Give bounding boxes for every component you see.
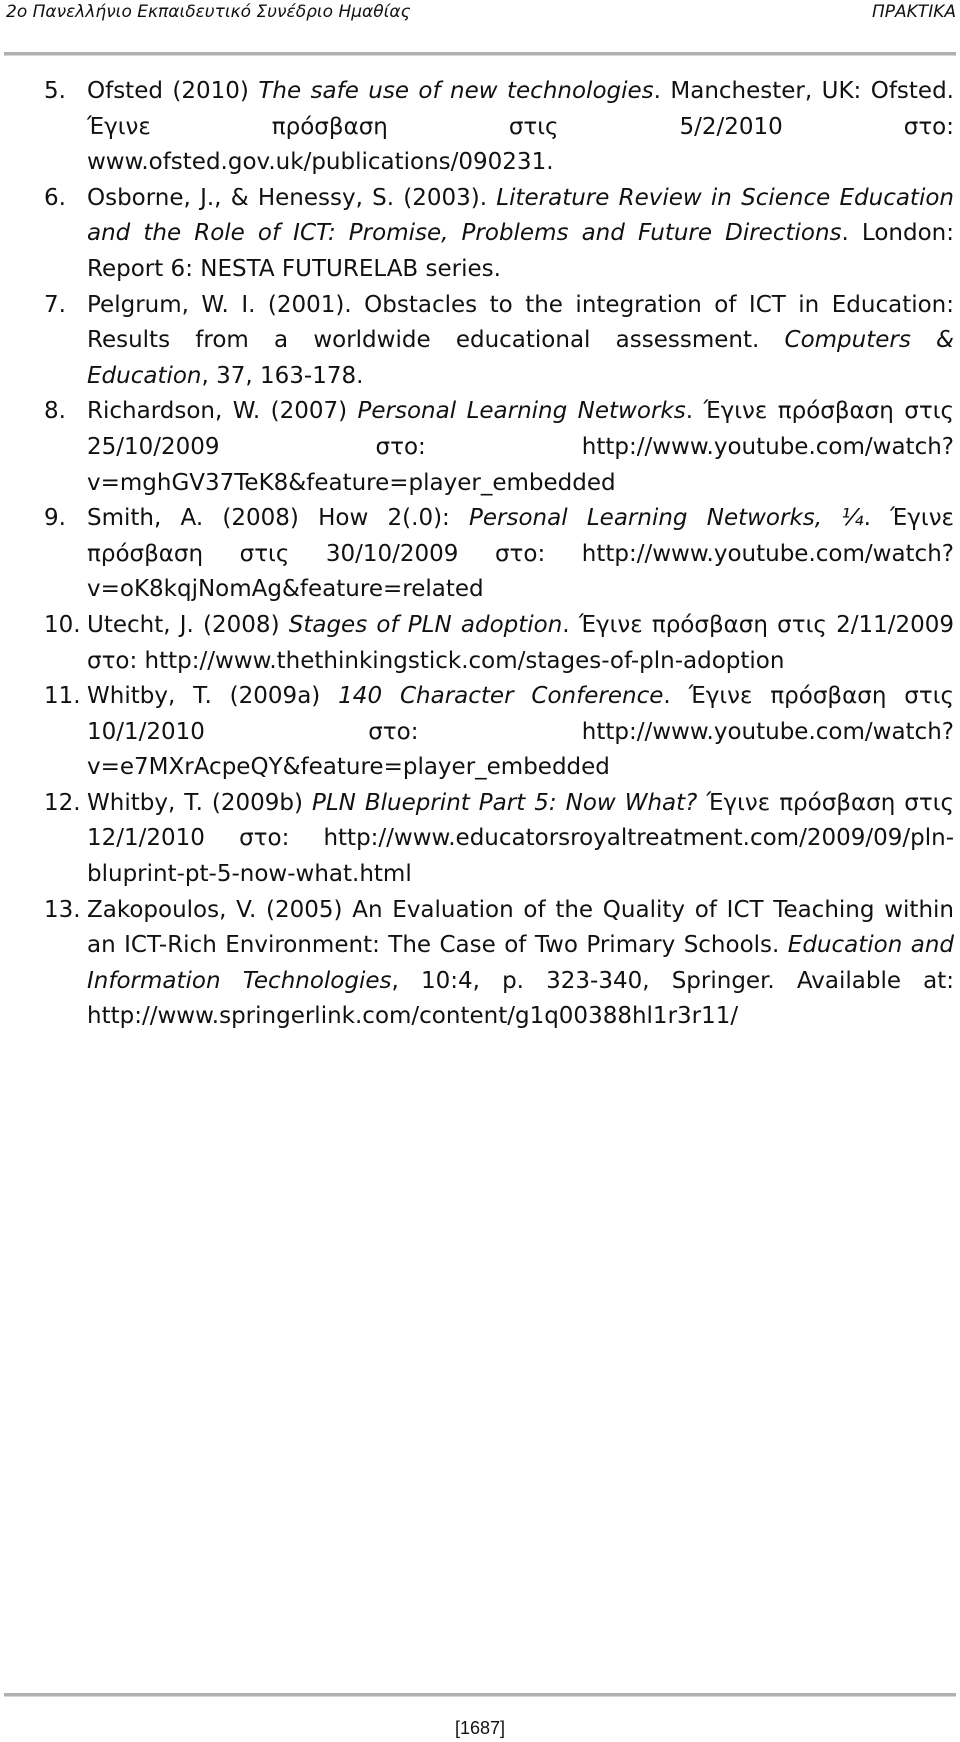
reference-text [87,185,954,282]
footer-divider [4,1693,956,1697]
reference-segment: Whitby, T. (2009a) [87,683,339,710]
reference-title: Computers & Education [87,327,954,389]
reference-item [44,501,954,608]
page-number: [1687] [454,1718,506,1738]
reference-segment: . Έγινε πρόσβαση στις 25/10/2009 στο: http://www.youtube.com/watch?v=mghGV37TeK8&feature=player_embedded [87,398,954,496]
reference-number: 6. [44,184,66,211]
reference-segment: . Έγινε πρόσβαση στις 2/11/2009 στο: http://www.thethinkingstick.com/stages-of-pln-adoption [87,611,954,674]
header-divider [4,52,956,56]
reference-segment: Ofsted (2010) [87,78,259,104]
reference-text [87,292,954,389]
reference-item [44,786,954,893]
reference-segment: Έγινε πρόσβαση στις 12/1/2010 στο: http://www.educatorsroyaltreatment.com/2009/09/pln-bluprint-pt-5-now-what.html [87,789,954,888]
reference-segment: Richardson, W. (2007) [87,398,358,425]
section-label: ΠΡΑΚΤΙΚΑ [872,2,956,22]
reference-title: PLN Blueprint Part 5: Now What? [311,789,698,816]
reference-segment: Osborne, J., & Henessy, S. (2003). [87,184,497,211]
reference-number: 9. [44,505,66,532]
reference-segment: Smith, A. (2008) How 2(.0): [87,505,470,532]
reference-item [44,74,954,181]
reference-number: 10. [44,611,81,638]
reference-title: Stages of PLN adoption [288,611,563,638]
reference-item [44,608,954,679]
reference-text [87,505,954,602]
reference-item [44,288,954,395]
reference-title: Literature Review in Science Education and the Role of ICT: Promise, Problems and Future Directions [87,184,954,247]
reference-item [44,893,954,1035]
reference-text [87,78,954,175]
reference-number: 12. [44,789,81,816]
reference-item [44,394,954,501]
reference-segment: , 37, 163-178. [201,362,364,389]
conference-title: 2ο Πανελλήνιο Εκπαιδευτικό Συνέδριο Ημαθίας [6,2,411,22]
reference-number: 7. [44,291,66,318]
reference-text [87,683,954,780]
reference-title: Personal Learning Networks [357,398,686,425]
reference-number: 5. [44,78,66,104]
reference-text [87,790,954,887]
reference-title: The safe use of new technologies [258,78,654,104]
reference-text [87,897,954,1030]
reference-title: Education and Information Technologies [87,932,954,994]
reference-segment: . Έγινε πρόσβαση στις 10/1/2010 στο: http://www.youtube.com/watch?v=e7MXrAcpeQY&feature=player_embedded [87,683,955,781]
reference-segment: Pelgrum, W. I. (2001). Obstacles to the integration of ICT in Education: Results from a worldwide educational assessment. [87,291,954,354]
reference-segment: , 10:4, p. 323-340, Springer. Available at: http://www.springerlink.com/content/g1q00388hl1r3r11/ [87,967,954,1030]
reference-segment: Whitby, T. (2009b) [87,789,312,816]
reference-number: 11. [44,683,81,710]
reference-list [44,74,954,1035]
reference-number: 13. [44,896,81,923]
reference-item [44,679,954,786]
page-header [0,0,960,30]
reference-segment: . London: Report 6: NESTA FUTURELAB series. [87,220,954,282]
reference-item [44,181,954,288]
reference-text [87,612,954,674]
reference-text [87,398,954,495]
reference-number: 8. [44,398,66,425]
reference-segment: . Manchester, UK: Ofsted. Έγινε πρόσβαση στις 5/2/2010 στο: www.ofsted.gov.uk/publications/090231. [87,78,954,176]
reference-title: Personal Learning Networks, ¼ [469,505,864,532]
reference-title: 140 Character Conference [338,683,664,710]
reference-segment: Zakopoulos, V. (2005) An Evaluation of the Quality of ICT Teaching within an ICT-Rich Environment: The Case of Two Primary Schools. [87,896,954,959]
reference-segment: . Έγινε πρόσβαση στις 30/10/2009 στο: http://www.youtube.com/watch?v=oK8kqjNomAg&feature=related [87,505,954,603]
reference-segment: Utecht, J. (2008) [87,611,289,638]
